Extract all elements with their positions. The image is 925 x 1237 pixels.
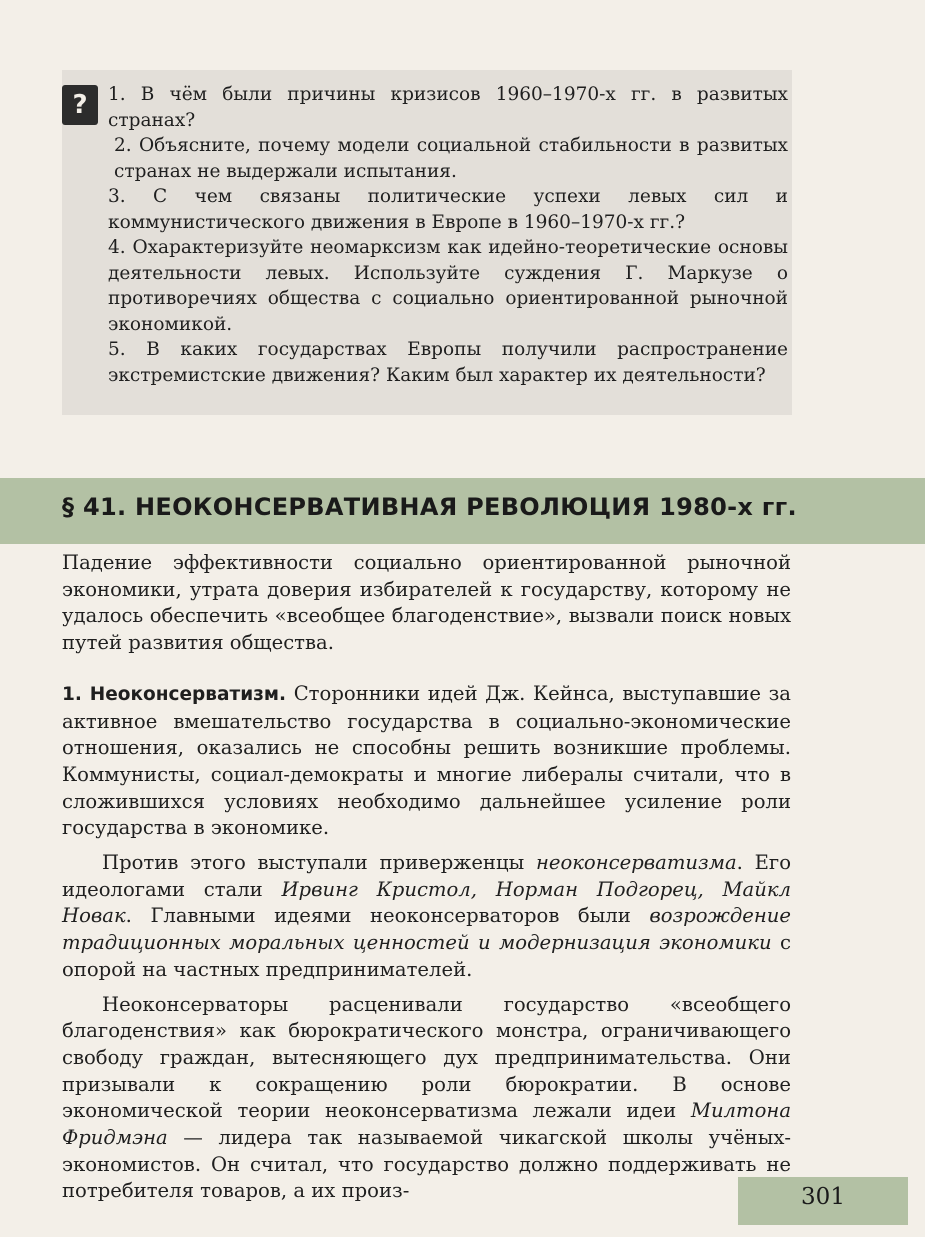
question-mark-icon: ? bbox=[62, 85, 98, 125]
paragraph-friedman bbox=[62, 992, 791, 1206]
emphasis-friedman: Милтона Фридмэна bbox=[62, 1099, 791, 1150]
text-run: . Главными идеями неоконсерваторов были bbox=[125, 904, 650, 928]
text-run: с опорой на частных предпринимателей. bbox=[62, 931, 792, 981]
review-questions-list bbox=[108, 82, 788, 388]
emphasis-ideas: возрождение традиционных моральных ценностей и модернизация экономики bbox=[62, 904, 791, 955]
text-run: Неоконсерваторы расценивали государство «всеобщего благоденствия» как бюрократического монстра, ограничивающего свободу граждан, вытесняющего дух предпринимательства. Они призывали к сокращению роли бюрократии. В основе экономической теории неоконсерватизма лежали идеи bbox=[62, 992, 791, 1123]
question-1: 1. В чём были причины кризисов 1960–1970-х гг. в развитых странах? bbox=[108, 84, 788, 131]
question-4: 4. Охарактеризуйте неомарксизм как идейно-теоретические основы деятельности левых. Используйте суждения Г. Маркузе о противоречиях общества с социально ориентированной рыночной экономикой. bbox=[108, 237, 788, 335]
question-2: 2. Объясните, почему модели социальной стабильности в развитых странах не выдержали испытания. bbox=[114, 135, 788, 182]
paragraph-text: Сторонники идей Дж. Кейнса, выступавшие за активное вмешательство государства в социально-экономические отношения, оказались не способны решить возникшие проблемы. Коммунисты, социал-демократы и многие либералы считали, что в сложившихся условиях необходимо дальнейшее усиление роли государства в экономике. bbox=[62, 681, 791, 840]
text-run: Против этого выступали приверженцы bbox=[102, 851, 536, 875]
emphasis-term: неоконсерватизма bbox=[535, 851, 737, 875]
emphasis-names: Ирвинг Кристол, Норман Подгорец, Майкл Новак bbox=[62, 877, 792, 928]
subsection-heading: 1. Неоконсерватизм. bbox=[62, 683, 287, 705]
paragraph-neoconservatism bbox=[62, 681, 791, 842]
question-3: 3. С чем связаны политические успехи левых сил и коммунистического движения в Европе в 1960–1970-х гг.? bbox=[108, 186, 788, 233]
section-body bbox=[62, 550, 791, 1205]
question-5: 5. В каких государствах Европы получили распространение экстремистские движения? Каким был характер их деятельности? bbox=[108, 339, 788, 386]
paragraph-ideologists bbox=[62, 850, 791, 984]
intro-paragraph: Падение эффективности социально ориентированной рыночной экономики, утрата доверия избирателей к государству, которому не удалось обеспечить «всеобщее благоденствие», вызвали поиск новых путей развития общества. bbox=[62, 551, 791, 655]
text-run: . Его идеологами стали bbox=[62, 851, 791, 901]
text-run: — лидера так называемой чикагской школы учёных-экономистов. Он считал, что государство должно поддерживать не потребителя товаров, а их произ- bbox=[62, 1126, 791, 1203]
section-title: § 41. НЕОКОНСЕРВАТИВНАЯ РЕВОЛЮЦИЯ 1980-х гг. bbox=[62, 493, 797, 521]
page-number: 301 bbox=[801, 1184, 845, 1210]
